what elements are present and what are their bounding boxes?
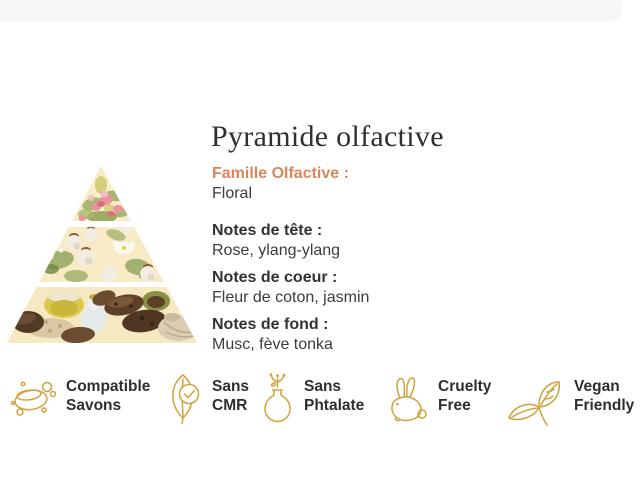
heart-notes-block [212, 268, 369, 307]
base-notes-value: Musc, fève tonka [212, 335, 333, 353]
page-title: Pyramide olfactive [211, 120, 444, 154]
badge-cruelty-free [384, 374, 491, 424]
badge-vegan-friendly [506, 374, 634, 426]
top-notes-block [212, 221, 340, 260]
rabbit-icon [384, 376, 428, 424]
top-notes-label: Notes de tête : [212, 222, 323, 239]
top-divider-band [0, 0, 622, 21]
base-notes-label: Notes de fond : [212, 316, 329, 333]
badge-label: Compatible Savons [66, 378, 151, 414]
badge-sans-cmr [166, 374, 249, 424]
flask-icon [260, 372, 294, 424]
badge-label: Sans CMR [212, 378, 250, 414]
badge-sans-phtalate [260, 374, 364, 424]
base-notes-block [212, 315, 333, 354]
badge-label: Vegan Friendly [574, 378, 635, 414]
pyramid-level-top-floral [66, 164, 138, 224]
badge-compatible-savons [8, 374, 150, 420]
badge-label: Cruelty Free [438, 378, 492, 414]
pyramid-level-middle-cotton-jasmine [36, 222, 168, 284]
family-label: Famille Olfactive : [212, 165, 349, 182]
family-value: Floral [212, 184, 253, 202]
olfactory-family-block [212, 164, 349, 203]
leaf-check-icon [166, 372, 202, 424]
pyramid-image [6, 164, 198, 344]
pyramid-level-bottom-musk-tonka [6, 284, 198, 344]
top-notes-value: Rose, ylang-ylang [212, 241, 341, 259]
olfactory-pyramid-illustration [6, 164, 198, 344]
badge-label: Sans Phtalate [304, 378, 365, 414]
soap-icon [8, 378, 56, 420]
leaves-icon [506, 380, 564, 426]
heart-notes-label: Notes de coeur : [212, 269, 338, 286]
heart-notes-value: Fleur de coton, jasmin [212, 288, 370, 306]
